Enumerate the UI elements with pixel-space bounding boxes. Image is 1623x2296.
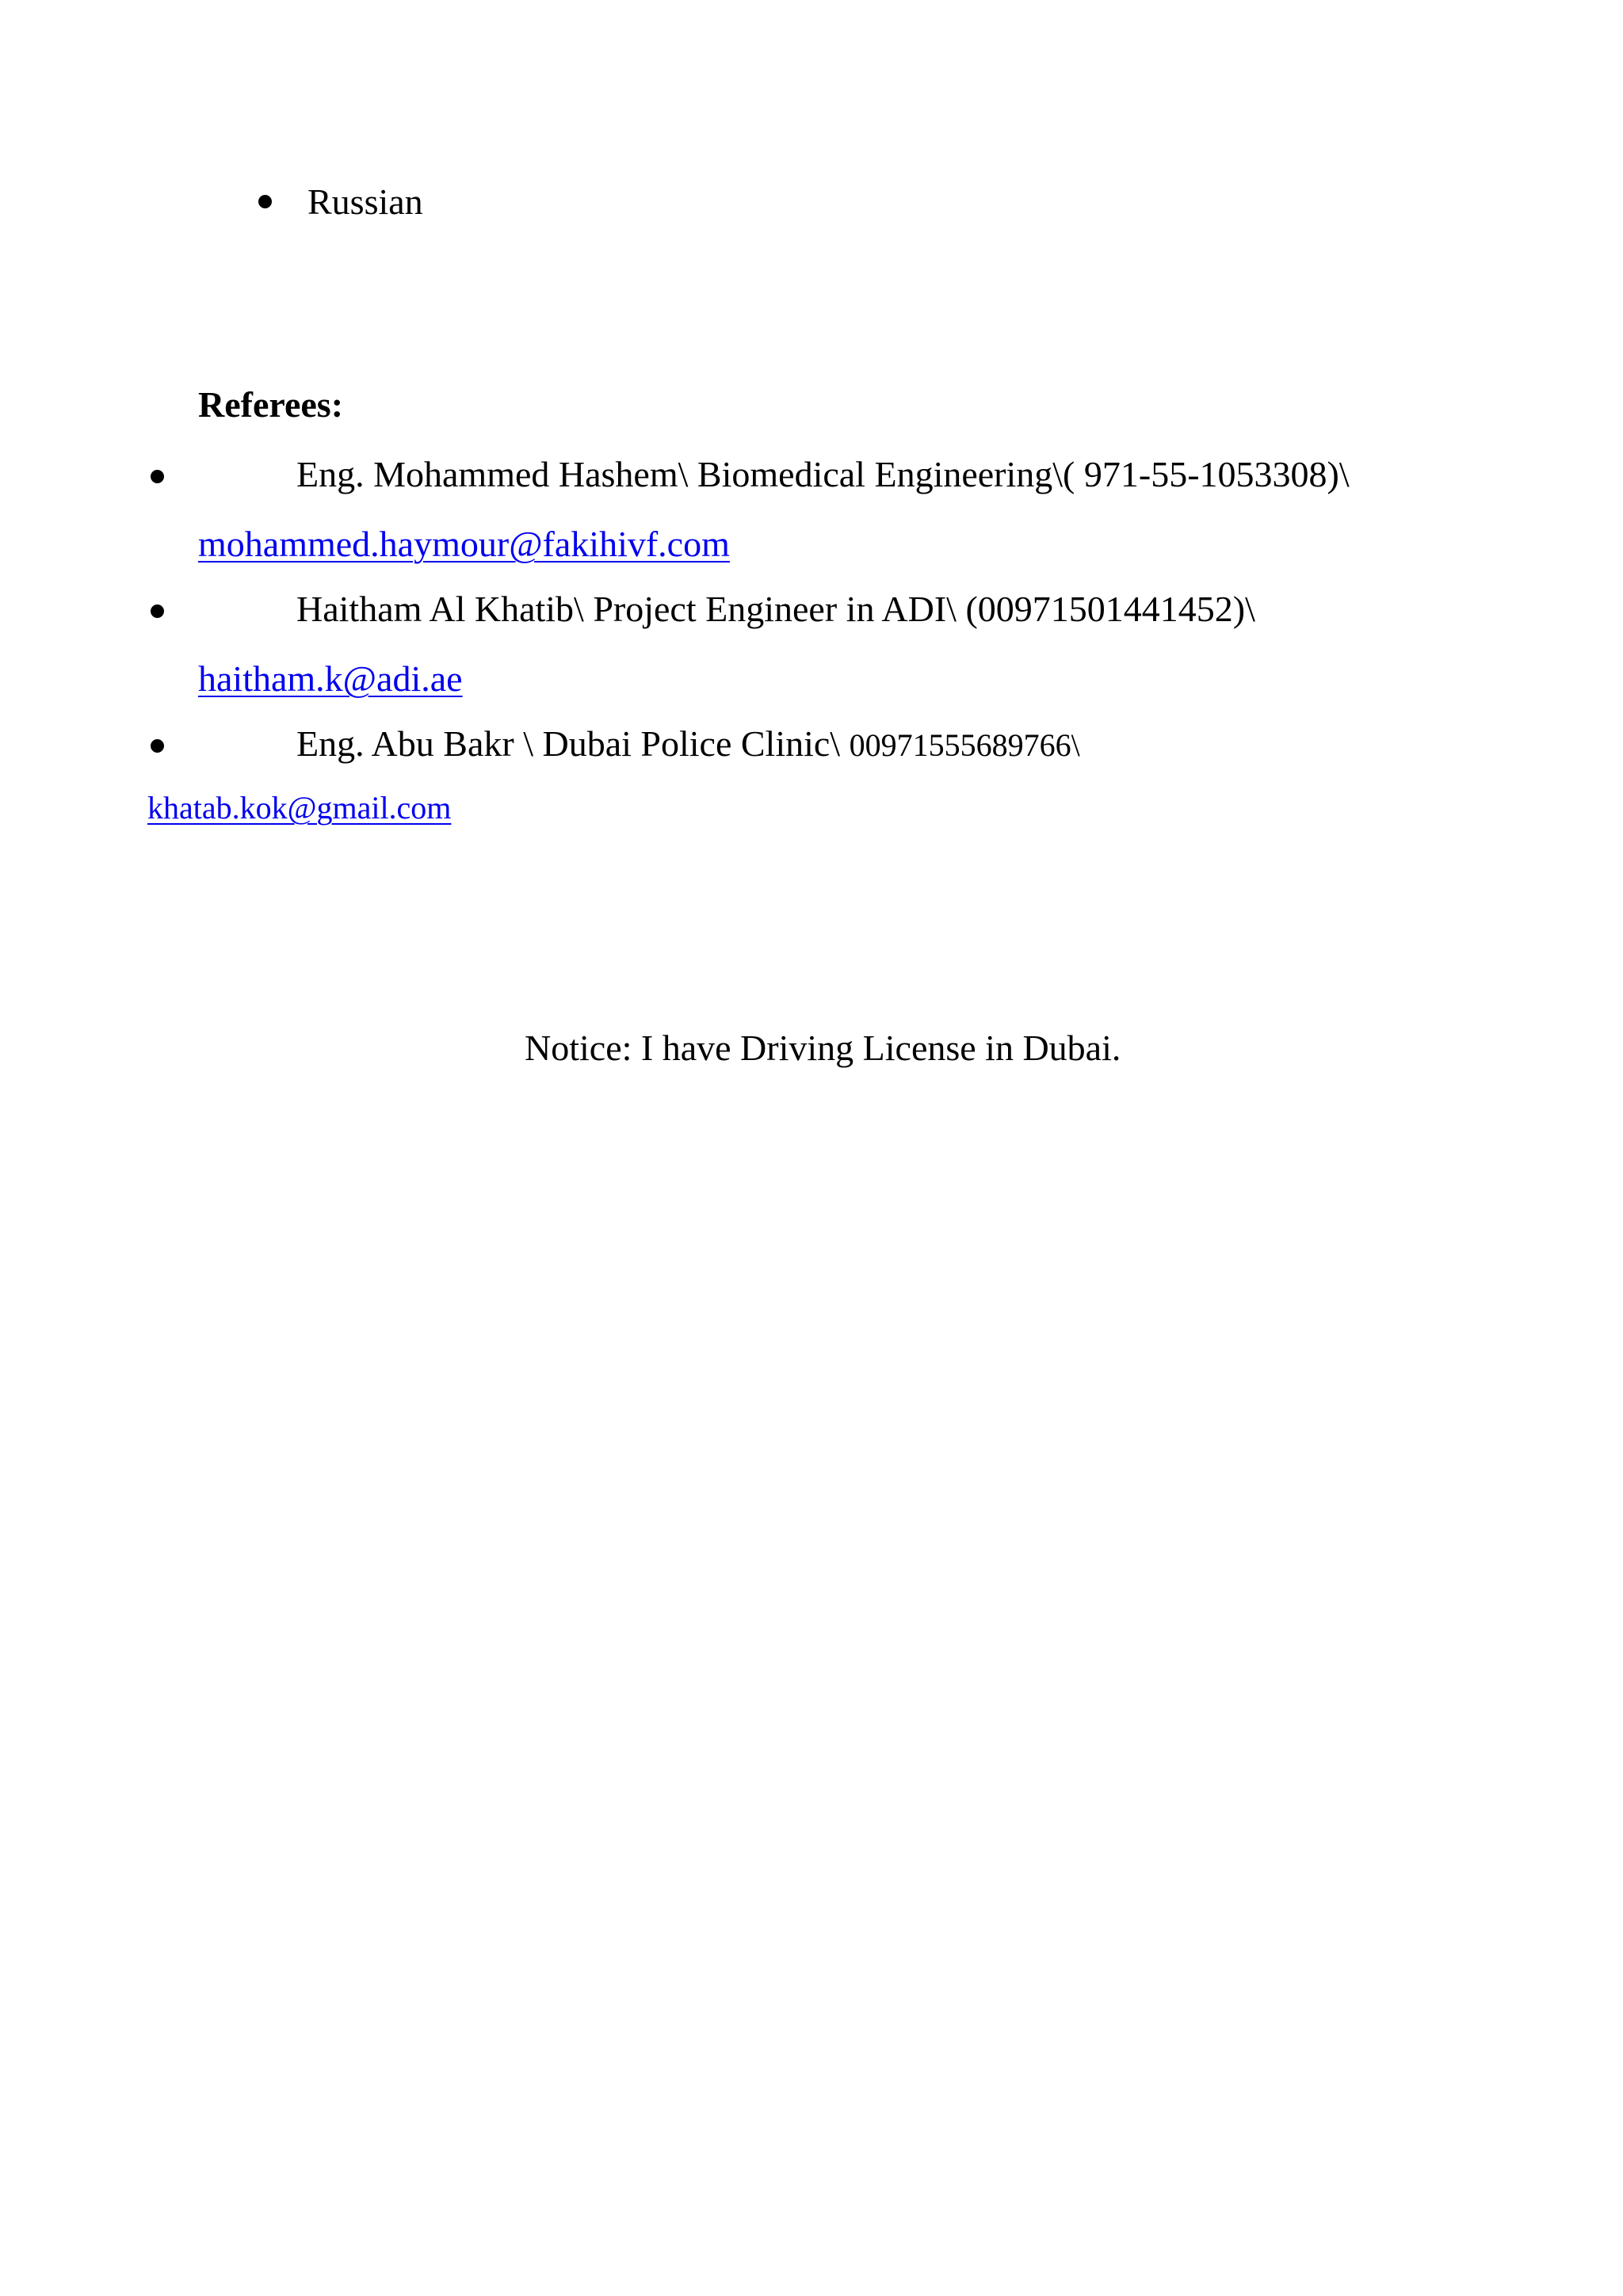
notice-text: Notice: I have Driving License in Dubai. [525, 1028, 1121, 1068]
referee-email-link[interactable]: mohammed.haymour@fakihivf.com [198, 524, 730, 564]
bullet-icon [258, 195, 272, 208]
language-item: Russian [307, 181, 423, 222]
bullet-icon [151, 605, 164, 618]
referee-email-link[interactable]: khatab.kok@gmail.com [147, 790, 452, 826]
referee-email-link[interactable]: haitham.k@adi.ae [198, 658, 463, 699]
referees-heading: Referees: [198, 384, 344, 425]
referee-details: Eng. Mohammed Hashem\ Biomedical Engineering\( 971-55-1053308)\ [296, 454, 1350, 494]
bullet-icon [151, 470, 164, 483]
referee-details: Eng. Abu Bakr \ Dubai Police Clinic\ [296, 723, 850, 764]
referee-details: Haitham Al Khatib\ Project Engineer in ADI\ (00971501441452)\ [296, 589, 1255, 629]
referee-details-line [296, 723, 1080, 764]
referee-phone: 00971555689766\ [849, 727, 1080, 763]
bullet-icon [151, 739, 164, 753]
